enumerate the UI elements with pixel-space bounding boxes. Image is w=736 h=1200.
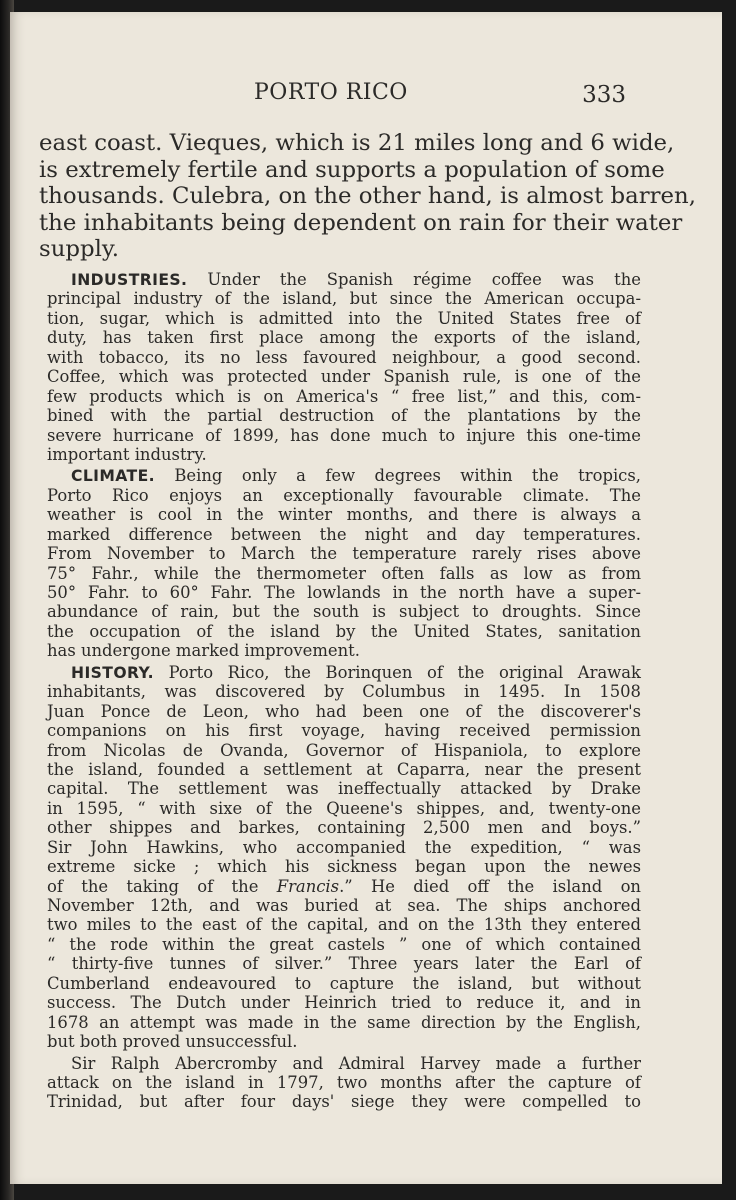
book-page: [10, 12, 722, 1184]
text-line: 50° Fahr. to 60° Fahr. The lowlands in the north have a super-: [47, 583, 641, 602]
climate-section: [47, 466, 641, 660]
text-line: Coffee, which was protected under Spanish rule, is one of the: [47, 367, 641, 387]
page-number: 333: [582, 82, 626, 108]
section-heading: CLIMATE.: [71, 467, 155, 486]
text-line: with tobacco, its no less favoured neighbour, a good second.: [47, 347, 641, 367]
text-line: is extremely fertile and supports a population of some: [39, 156, 665, 183]
text-line: from Nicolas de Ovanda, Governor of Hispaniola, to explore: [47, 740, 641, 760]
text-run: Under the Spanish régime coffee was the: [187, 270, 641, 289]
text-run: .” He died off the island on: [339, 876, 641, 896]
intro-paragraph: [39, 130, 696, 263]
text-line: two miles to the east of the capital, and on the 13th they entered: [47, 915, 641, 935]
text-line: bined with the partial destruction of the plantations by the: [47, 406, 641, 426]
text-line: Sir John Hawkins, who accompanied the expedition, “ was: [47, 837, 641, 857]
industries-section: [47, 270, 641, 464]
text-line: has undergone marked improvement.: [47, 641, 360, 661]
text-line: important industry.: [47, 444, 207, 464]
page-header: [10, 80, 722, 116]
text-line: few products which is on America's “ free list,” and this, com-: [47, 386, 641, 406]
section-first-line: [47, 663, 641, 682]
text-line: marked difference between the night and day temperatures.: [47, 524, 641, 544]
text-line: [47, 877, 641, 896]
text-line: supply.: [39, 236, 119, 263]
text-line: tion, sugar, which is admitted into the United States free of: [47, 308, 641, 328]
text-line: Sir Ralph Abercromby and Admiral Harvey made a further: [71, 1053, 641, 1073]
text-line: abundance of rain, but the south is subject to droughts. Since: [47, 602, 641, 622]
final-paragraph: [47, 1054, 641, 1112]
text-line: weather is cool in the winter months, and there is always a: [47, 505, 641, 525]
running-title: PORTO RICO: [254, 80, 408, 105]
text-line: the island, founded a settlement at Caparra, near the present: [47, 759, 641, 779]
text-line: 75° Fahr., while the thermometer often falls as low as from: [47, 563, 641, 583]
body-text: [47, 270, 641, 1112]
text-line: attack on the island in 1797, two months after the capture of: [47, 1072, 641, 1092]
text-run: Being only a few degrees within the tropics,: [154, 466, 641, 486]
section-first-line: [47, 466, 641, 485]
text-line: the occupation of the island by the United States, sanitation: [47, 621, 641, 641]
text-line: From November to March the temperature rarely rises above: [47, 544, 641, 564]
text-line: severe hurricane of 1899, has done much to injure this one-time: [47, 425, 641, 445]
text-line: extreme sicke ; which his sickness began upon the newes: [47, 857, 641, 877]
text-line: inhabitants, was discovered by Columbus in 1495. In 1508: [47, 682, 641, 702]
text-line: 1678 an attempt was made in the same direction by the English,: [47, 1012, 641, 1032]
text-line: November 12th, and was buried at sea. The ships anchored: [47, 896, 641, 915]
text-line: in 1595, “ with sixe of the Queene's shippes, and, twenty-one: [47, 798, 641, 818]
text-line: but both proved unsuccessful.: [47, 1032, 298, 1052]
text-line: success. The Dutch under Heinrich tried to reduce it, and in: [47, 993, 641, 1013]
text-line: “ thirty-five tunnes of silver.” Three years later the Earl of: [47, 954, 641, 974]
text-line: Trinidad, but after four days' siege they were compelled to: [47, 1092, 641, 1112]
text-line: thousands. Culebra, on the other hand, is almost barren,: [39, 183, 696, 210]
section-first-line: [47, 270, 641, 289]
section-heading: HISTORY.: [71, 663, 154, 682]
text-line: duty, has taken first place among the exports of the island,: [47, 328, 641, 348]
text-line: Cumberland endeavoured to capture the island, but without: [47, 973, 641, 993]
text-line: companions on his first voyage, having received permission: [47, 721, 641, 741]
text-line: Juan Ponce de Leon, who had been one of the discoverer's: [47, 701, 641, 721]
text-line: “ the rode within the great castels ” one of which contained: [47, 934, 641, 954]
text-line: Porto Rico enjoys an exceptionally favourable climate. The: [47, 485, 641, 505]
ship-name: Francis: [276, 876, 340, 896]
text-line: principal industry of the island, but since the American occupa-: [47, 289, 641, 309]
text-line: capital. The settlement was ineffectually attacked by Drake: [47, 779, 641, 799]
text-line: the inhabitants being dependent on rain for their water: [39, 209, 683, 236]
text-line: east coast. Vieques, which is 21 miles long and 6 wide,: [39, 130, 675, 156]
section-heading: INDUSTRIES.: [71, 271, 188, 289]
text-line: other shippes and barkes, containing 2,500 men and boys.”: [47, 818, 641, 838]
history-section: [47, 663, 641, 1052]
text-run: of the taking of the: [47, 876, 277, 896]
text-run: Porto Rico, the Borinquen of the original Arawak: [153, 662, 641, 682]
